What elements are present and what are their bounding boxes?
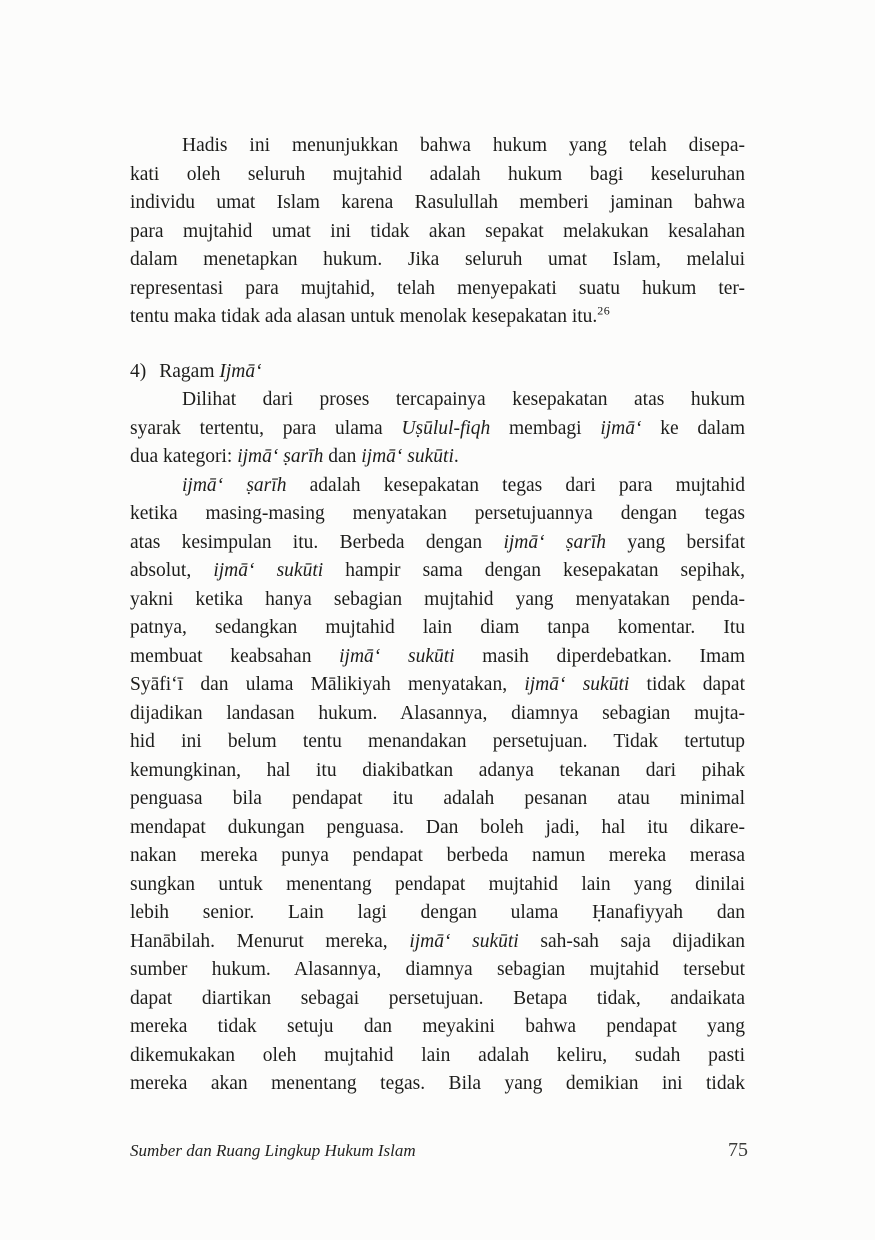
italic-term: Ijmā‘ [219,360,262,382]
text-line [130,785,745,814]
text-run: representasi para mujtahid, telah menyepakati suatu hukum ter- [130,277,745,299]
text-run: Dilihat dari proses tercapainya kesepakatan atas hukum [182,389,745,410]
text-line [130,586,745,615]
text-line [130,415,745,444]
text-run: mereka akan menentang tegas. Bila yang demikian ini tidak [130,1073,745,1094]
text-run: patnya, sedangkan mujtahid lain diam tanpa komentar. Itu [130,617,745,638]
text-run: dijadikan landasan hukum. Alasannya, diamnya sebagian mujta- [130,702,745,724]
text-run: tentu maka tidak ada alasan untuk menolak kesepakatan itu. [130,306,598,327]
text-run: mereka tidak setuju dan meyakini bahwa pendapat yang [130,1016,745,1037]
text-run: atas kesimpulan itu. Berbeda dengan [130,531,504,553]
italic-term: Uṣūlul-fiqh [401,417,491,439]
text-line [130,985,745,1014]
text-line [130,871,745,900]
text-run: adalah kesepakatan tegas dari para mujtahid [286,474,745,496]
text-run: masih diperdebatkan. Imam [454,645,745,667]
text-run: sah-sah saja dijadikan [518,930,745,952]
paragraph [130,386,745,472]
text-line [130,614,745,643]
text-line [130,275,745,304]
text-run: Syāfi‘ī dan ulama Mālikiyah menyatakan, [130,674,525,695]
text-run: dua kategori: [130,446,238,467]
text-line [130,671,745,700]
text-run: Hanābilah. Menurut mereka, [130,930,410,952]
text-run: para mujtahid umat ini tidak akan sepakat melakukan kesalahan [130,220,745,242]
text-run: kemungkinan, hal itu diakibatkan adanya tekanan dari pihak [130,759,745,781]
italic-term: ijmā‘ ṣarīh [237,446,324,467]
text-run: 4) [130,360,147,382]
text-run: syarak tertentu, para ulama [130,417,402,439]
text-run: dapat diartikan sebagai persetujuan. Betapa tidak, andaikata [130,987,745,1009]
text-line [130,161,745,190]
text-line [130,757,745,786]
italic-term: ijmā‘ sukūti [361,446,454,467]
page-footer [130,1139,748,1162]
text-run: dalam menetapkan hukum. Jika seluruh umat Islam, melalui [130,249,745,270]
italic-term: ijmā‘ sukūti [524,674,630,695]
text-line [130,303,745,332]
text-line [130,472,745,501]
paragraph [130,472,745,1099]
text-run: mendapat dukungan penguasa. Dan boleh jadi, hal itu dikare- [130,816,745,838]
section-heading [130,358,745,387]
text-run: yakni ketika hanya sebagian mujtahid yang menyatakan penda- [130,588,745,610]
page-number: 75 [728,1139,748,1161]
text-line [130,218,745,247]
text-run: tidak dapat [629,674,745,695]
text-line [130,1070,745,1099]
text-run: Ragam [159,360,220,382]
italic-term: ijmā‘ [600,417,642,439]
footnote-ref: 26 [597,303,611,318]
text-line [130,842,745,871]
text-run: Hadis ini menunjukkan bahwa hukum yang telah disepa- [182,135,745,156]
text-line [130,132,745,161]
text-line [130,700,745,729]
text-line [130,1013,745,1042]
text-run: sungkan untuk menentang pendapat mujtahid lain yang dinilai [130,873,745,895]
text-line [130,956,745,985]
text-run: yang bersifat [606,531,745,553]
text-line [130,189,745,218]
text-line [130,443,745,472]
text-run: kati oleh seluruh mujtahid adalah hukum bagi keseluruhan [130,163,745,185]
text-run: nakan mereka punya pendapat berbeda namun mereka merasa [130,845,745,866]
text-run: ke dalam [641,417,745,439]
text-run: . [453,446,459,467]
text-run: lebih senior. Lain lagi dengan ulama Ḥanafiyyah dan [130,902,745,923]
text-line [130,928,745,957]
running-title: Sumber dan Ruang Lingkup Hukum Islam [130,1141,416,1160]
text-line [130,386,745,415]
text-run: ketika masing-masing menyatakan persetujuannya dengan tegas [130,503,745,524]
text-run: absolut, [130,560,214,581]
text-line [130,529,745,558]
text-line [130,728,745,757]
text-line [130,246,745,275]
paragraph [130,132,745,332]
italic-term: ijmā‘ sukūti [409,930,519,952]
italic-term: ijmā‘ sukūti [339,645,455,667]
text-block [130,132,745,1099]
text-run: penguasa bila pendapat itu adalah pesanan atau minimal [130,788,745,809]
text-line [130,500,745,529]
text-line [130,643,745,672]
text-run: sumber hukum. Alasannya, diamnya sebagian mujtahid tersebut [130,959,745,980]
text-line [130,557,745,586]
text-run: membuat keabsahan [130,645,340,667]
text-run: dan [323,446,362,467]
text-line [130,1042,745,1071]
text-run: hampir sama dengan kesepakatan sepihak, [323,560,745,581]
text-line [130,358,745,387]
italic-term: ijmā‘ sukūti [213,560,324,581]
text-run: hid ini belum tentu menandakan persetujuan. Tidak tertutup [130,731,745,752]
italic-term: ijmā‘ ṣarīh [182,474,287,496]
text-line [130,899,745,928]
text-run: dikemukakan oleh mujtahid lain adalah keliru, sudah pasti [130,1044,745,1066]
italic-term: ijmā‘ ṣarīh [503,531,607,553]
text-line [130,814,745,843]
text-run: individu umat Islam karena Rasulullah memberi jaminan bahwa [130,192,745,213]
text-run: membagi [490,417,601,439]
